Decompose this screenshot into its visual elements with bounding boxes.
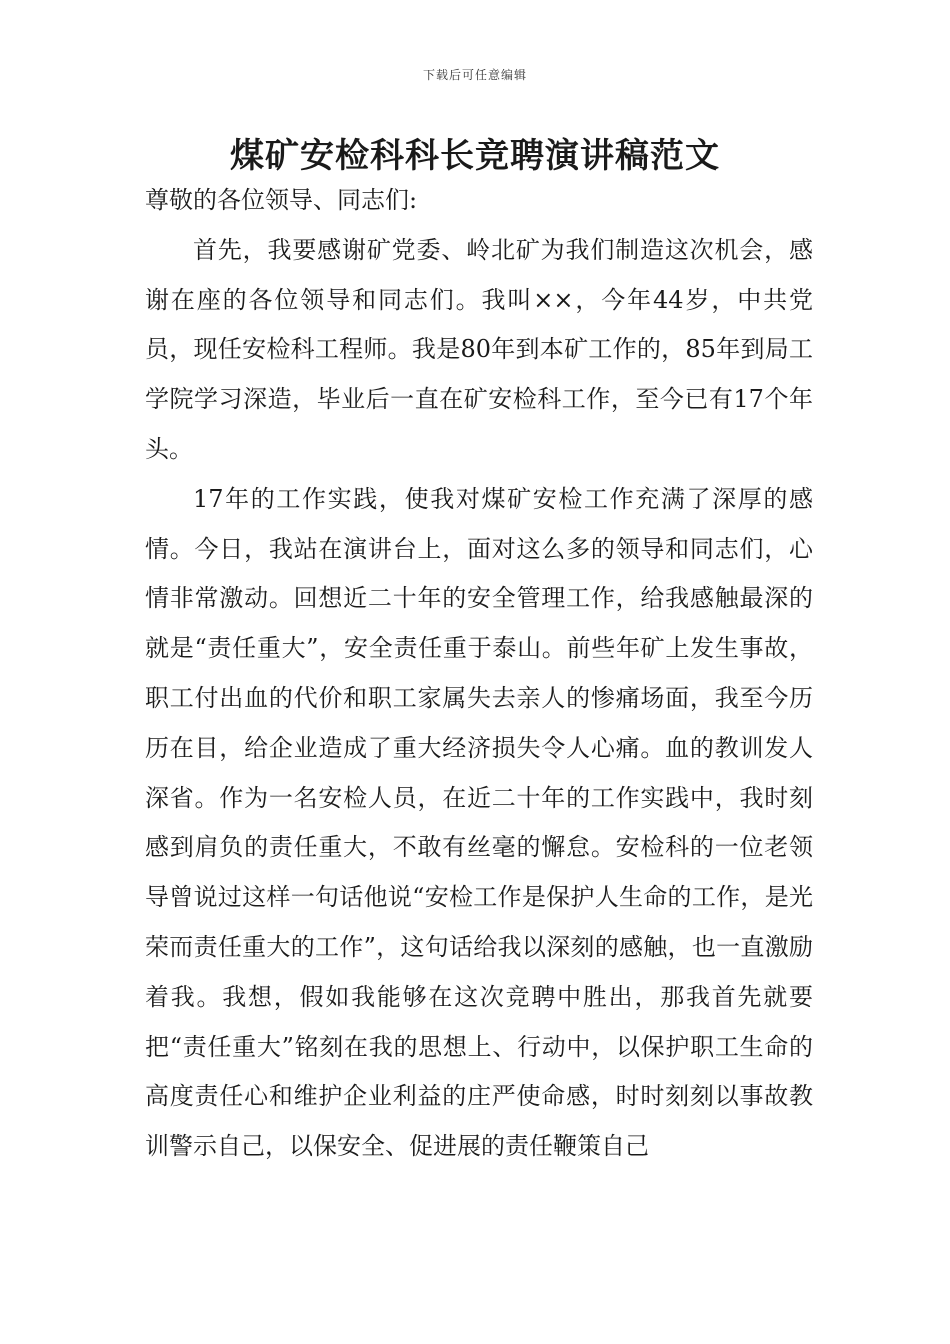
paragraph-1: 首先，我要感谢矿党委、岭北矿为我们制造这次机会，感谢在座的各位领导和同志们。我叫××，今年44岁，中共党员，现任安检科工程师。我是80年到本矿工作的，85年到局工学院学习深造，毕业后一直在矿安检科工作，至今已有17个年头。 — [145, 235, 813, 463]
paragraph-2: 17年的工作实践，使我对煤矿安检工作充满了深厚的感情。今日，我站在演讲台上，面对这么多的领导和同志们，心情非常激动。回想近二十年的安全管理工作，给我感触最深的就是“责任重大”，安全责任重于泰山。前些年矿上发生事故，职工付出血的代价和职工家属失去亲人的惨痛场面，我至今历历在目，给企业造成了重大经济损失令人心痛。血的教训发人深省。作为一名安检人员，在近二十年的工作实践中，我时刻感到肩负的责任重大，不敢有丝毫的懈怠。安检科的一位老领导曾说过这样一句话他说“安检工作是保护人生命的工作，是光荣而责任重大的工作”，这句话给我以深刻的感触，也一直激励着我。我想，假如我能够在这次竞聘中胜出，那我首先就要把“责任重大”铭刻在我的思想上、行动中，以保护职工生命的高度责任心和维护企业利益的庄严使命感，时时刻刻以事故教训警示自己，以保安全、促进展的责任鞭策自己 — [145, 484, 813, 1161]
salutation: 尊敬的各位领导、同志们: — [145, 186, 418, 214]
document-body — [145, 176, 813, 1172]
document-title: 煤矿安检科科长竞聘演讲稿范文 — [230, 136, 720, 176]
header-note: 下载后可任意编辑 — [422, 68, 527, 82]
